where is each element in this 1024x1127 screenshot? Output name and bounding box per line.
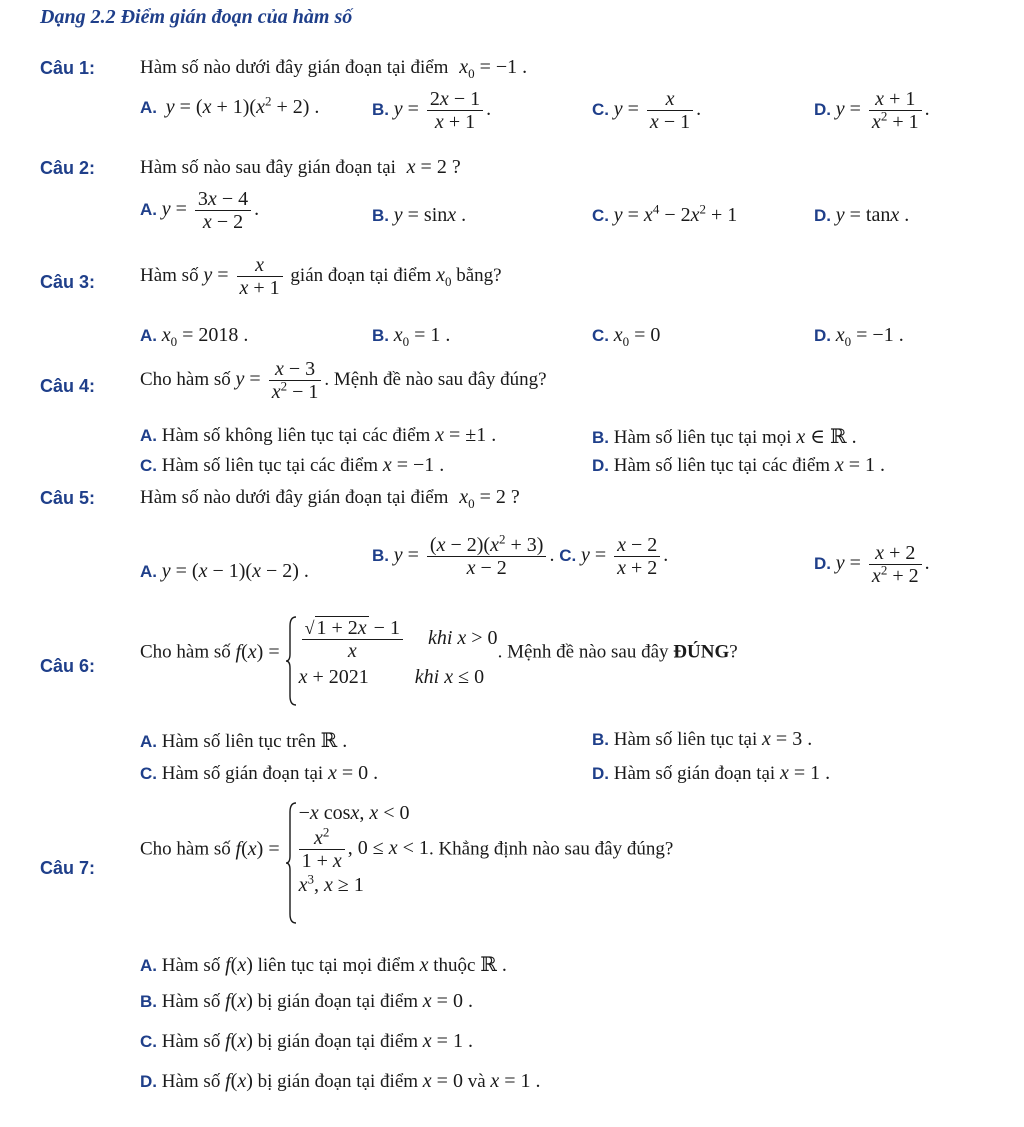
question-7-option-d: D. Hàm số f(x) bị gián đoạn tại điểm x = 0 và x = 1 . [140,1070,541,1092]
page-title: Dạng 2.2 Điểm gián đoạn của hàm số [40,6,353,28]
option-text: liên tục tại mọi điểm [257,955,415,976]
question-1-stem: Hàm số nào dưới đây gián đoạn tại điểm $x_0 = -1$ . [140,56,528,81]
option-text: Hàm số [161,1071,221,1092]
question-4-option-c: C. Hàm số liên tục tại các điểm x = −1 . [140,454,445,476]
piecewise-function: −x cosx, x < 0 $\frac{x^2}{1 + x}$ , 0 ≤ x < 1 $x^3$, x ≥ 1 [285,802,429,897]
question-7-option-c: C. Hàm số f(x) bị gián đoạn tại điểm x = 1 . [140,1030,473,1052]
question-4 [40,376,95,398]
option-c-label: C. [592,326,609,345]
option-b-label: B. [140,992,157,1011]
question-label: Câu 5: [40,488,96,508]
option-d-label: D. [814,206,831,225]
option-a-label: A. [140,562,157,581]
option-text: Hàm số liên tục tại các điểm [161,455,379,476]
stem-bold-text: ĐÚNG [673,641,730,663]
option-text: bị gián đoạn tại điểm [257,1071,419,1092]
option-c-label: C. [140,764,157,783]
stem-text: Cho hàm số [140,641,231,663]
question-3-options: A. $x_0 = 2018$ . [140,324,249,349]
khi-text: khi [414,666,440,688]
question-3 [40,272,95,294]
question-1-option-b: B. y = $\frac{2x - 1}{x + 1}$ . [372,88,492,133]
stem-text: . Khẳng định nào sau đây đúng? [428,838,674,860]
option-text: bị gián đoạn tại điểm [257,991,419,1012]
question-4-option-a: A. Hàm số không liên tục tại các điểm x = ±1 . [140,424,497,446]
stem-text: Hàm số nào sau đây gián đoạn tại [140,157,396,178]
option-text: thuộc [433,955,476,976]
stem-text: gián đoạn tại điểm [290,265,432,287]
option-text: Hàm số liên tục tại các điểm [613,455,831,476]
question-1-option-c: C. y = $\frac{x}{x - 1}$ . [592,88,702,133]
question-4-option-d: D. Hàm số liên tục tại các điểm x = 1 . [592,454,885,476]
stem-text: . Mệnh đề nào sau đây đúng? [324,369,547,391]
option-text: bị gián đoạn tại điểm [257,1031,419,1052]
stem-text: Cho hàm số [140,369,231,391]
stem-text: . Mệnh đề nào sau đây [497,641,669,663]
piecewise-function: $\frac{√ 1 + 2x - 1}{x}$ khi x > 0 x + 2021 khi x ≤ 0 [285,616,498,689]
question-2-option-c: C. $y = x^4 - 2x^2 + 1$ [592,201,738,226]
option-text: Hàm số [161,955,221,976]
option-d-label: D. [592,764,609,783]
question-label: Câu 4: [40,376,96,396]
option-text: Hàm số liên tục tại [613,729,758,750]
question-3-option-b: B. $x_0 = 1$ . [372,324,451,349]
option-a-label: A. [140,732,157,751]
question-3-stem: Hàm số y = $\frac{x}{x + 1}$ gián đoạn tại điểm $x_0$ bằng? [140,254,502,299]
question-7-option-b: B. Hàm số f(x) bị gián đoạn tại điểm x = 0 . [140,990,473,1012]
question-6-stem: Cho hàm số f(x) = $\frac{√ 1 + 2x - 1}{x}$ khi x > 0 x + 2021 khi x ≤ 0 . Mệnh đề nào sau đây ĐÚNG? [140,616,738,689]
question-4-option-b: B. Hàm số liên tục tại mọi x ∈ ℝ . [592,426,857,448]
question-2-stem: Hàm số nào sau đây gián đoạn tại x = 2 ? [140,156,461,178]
option-c-label: C. [592,206,609,225]
option-text: Hàm số gián đoạn tại [161,763,324,784]
question-6-option-d: D. Hàm số gián đoạn tại x = 1 . [592,762,831,784]
option-b-label: B. [372,546,389,566]
question-2-option-b: B. y = sinx . [372,204,467,226]
question-label: Câu 7: [40,858,96,878]
option-d-label: D. [140,1072,157,1091]
option-d-label: D. [814,100,831,120]
option-a-label: A. [140,200,157,220]
option-a-label: A. [140,426,157,445]
question-6-option-a: A. Hàm số liên tục trên ℝ . [140,730,348,752]
option-text: Hàm số liên tục tại mọi [613,427,792,448]
option-c-label: C. [140,456,157,475]
option-text: Hàm số [161,1031,221,1052]
question-2-option-a: A. y = $\frac{3x - 4}{x - 2}$ . [140,188,260,233]
option-b-label: B. [592,730,609,749]
question-label: Câu 2: [40,158,96,178]
question-label: Câu 6: [40,656,96,676]
question-label: Câu 3: [40,272,96,292]
option-a-label: A. [140,326,157,345]
question-5 [40,488,95,510]
question-7 [40,858,95,880]
stem-text: Hàm số [140,265,199,287]
option-text: Hàm số [161,991,221,1012]
question-label: Câu 1: [40,58,96,78]
option-d-label: D. [592,456,609,475]
question-3-option-d: D. $x_0 = -1$ . [814,324,904,349]
stem-text: Hàm số nào dưới đây gián đoạn tại điểm [140,57,449,78]
question-2-option-d: D. y = tanx . [814,204,910,226]
question-5-option-d: D. y = $\frac{x + 2}{x^2 + 2}$ . [814,542,930,587]
stem-text: Cho hàm số [140,838,231,860]
stem-text: Hàm số nào dưới đây gián đoạn tại điểm [140,487,449,508]
option-b-label: B. [372,206,389,225]
khi-text: khi [427,626,453,649]
option-d-label: D. [814,326,831,345]
option-text: Hàm số liên tục trên [161,731,316,752]
question-3-option-c: C. $x_0 = 0$ [592,324,661,349]
question-2 [40,158,95,180]
option-d-label: D. [814,554,831,574]
option-text: Hàm số gián đoạn tại [613,763,776,784]
question-5-option-a: A. y = (x − 1)(x − 2) . [140,560,309,582]
option-a-label: A. [140,98,157,117]
option-b-label: B. [372,100,389,120]
question-7-option-a: A. Hàm số f(x) liên tục tại mọi điểm x thuộc ℝ . [140,954,507,976]
question-5-stem: Hàm số nào dưới đây gián đoạn tại điểm $x_0 = 2$ ? [140,486,520,511]
question-6 [40,656,95,678]
stem-text: bằng? [456,265,502,287]
option-text: và [467,1071,486,1092]
option-c-label: C. [592,100,609,120]
question-1-options: A. $y = (x + 1)(x^2 + 2)$ . [140,93,320,118]
option-c-label: C. [559,546,577,566]
question-4-stem: Cho hàm số y = $\frac{x - 3}{x^2 - 1}$ . Mệnh đề nào sau đây đúng? [140,358,547,403]
option-b-label: B. [372,326,389,345]
option-c-label: C. [140,1032,157,1051]
option-a-label: A. [140,956,157,975]
question-6-option-c: C. Hàm số gián đoạn tại x = 0 . [140,762,379,784]
option-text: Hàm số không liên tục tại các điểm [161,425,431,446]
question-5-option-b: B. y = $\frac{(x - 2)(x^2 + 3)}{x - 2}$ . C. y = $\frac{x - 2}{x + 2}$ . [372,531,669,579]
question-7-stem: Cho hàm số f(x) = −x cosx, x < 0 $\frac{x^2}{1 + x}$ , 0 ≤ x < 1 $x^3$, x ≥ 1 . Khẳng định nào sau đây đúng? [140,802,673,897]
question-6-option-b: B. Hàm số liên tục tại x = 3 . [592,728,813,750]
question-1 [40,58,95,80]
question-1-option-d: D. y = $\frac{x + 1}{x^2 + 1}$ . [814,88,930,133]
option-b-label: B. [592,428,609,447]
